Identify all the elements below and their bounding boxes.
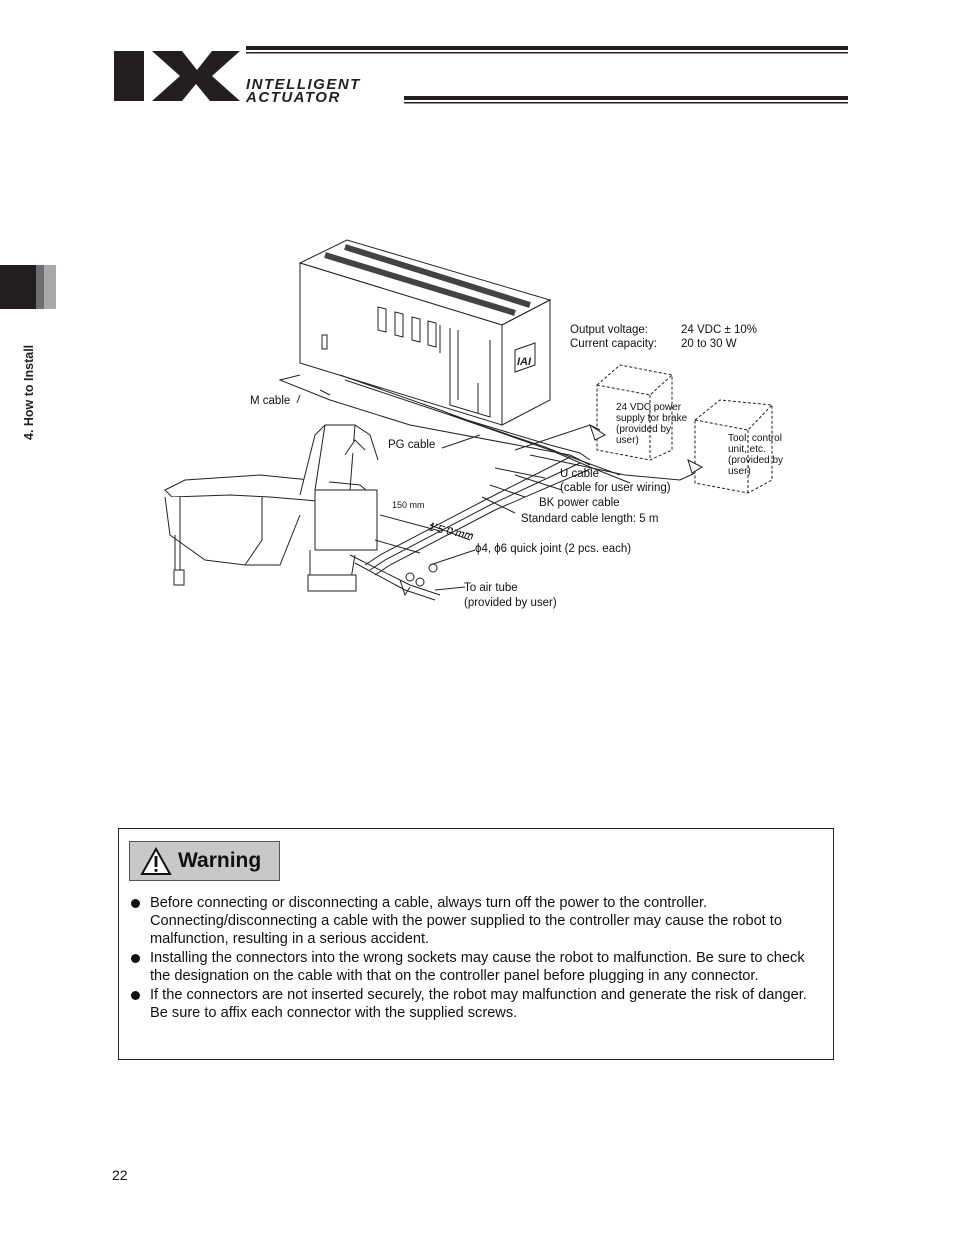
- tool-control-label: Tool, control unit, etc. (provided by user): [728, 433, 784, 477]
- warning-item-text: If the connectors are not inserted securely, the robot may malfunction and generate the risk of danger. Be sure to affix each connector with the supplied screws.: [150, 987, 807, 1021]
- logo-line-1: INTELLIGENT: [246, 76, 361, 93]
- brake-supply-label: 24 VDC power supply for brake (provided by user): [616, 402, 688, 446]
- warning-item: [127, 986, 827, 1022]
- warning-item: [127, 894, 827, 948]
- controller-brand-label: IAI: [517, 356, 532, 368]
- bullet-icon: [131, 991, 140, 1000]
- warning-item: [127, 949, 827, 985]
- diagram-drawing: [150, 235, 800, 620]
- output-voltage-label: Output voltage:: [570, 324, 648, 336]
- air-tube-label-1: To air tube: [464, 582, 518, 594]
- warning-header: [129, 841, 280, 881]
- warning-list: [127, 894, 827, 1023]
- page-number: 22: [112, 1167, 128, 1183]
- warning-title: Warning: [178, 849, 262, 872]
- u-cable-label: U cable: [560, 468, 599, 480]
- bk-cable-label: BK power cable: [539, 497, 620, 509]
- dimension-150-a: 150 mm: [392, 500, 425, 510]
- chapter-tab: [0, 265, 56, 309]
- scara-robot: [165, 425, 378, 591]
- chapter-label: 4. How to Install: [22, 344, 36, 440]
- connection-diagram: [150, 235, 800, 620]
- header-logo: [112, 46, 852, 106]
- warning-item-text: Installing the connectors into the wrong sockets may cause the robot to malfunction. Be sure to check the designation on the cable with that on the controller panel before plugging in any connector.: [150, 950, 805, 984]
- warning-item-text: Before connecting or disconnecting a cable, always turn off the power to the controller. Connecting/disconnecting a cable with the power supplied to the controller may cause the robot to malfunction, resulting in a serious accident.: [150, 895, 782, 947]
- warning-box: [118, 828, 834, 1060]
- dimension-150-b: 1 5 0 mm: [427, 521, 475, 543]
- cable-length-label: Standard cable length: 5 m: [521, 513, 659, 525]
- u-cable-note: (cable for user wiring): [560, 482, 671, 494]
- logo-line-2: ACTUATOR: [246, 89, 341, 106]
- current-capacity-label: Current capacity:: [570, 338, 657, 350]
- controller-unit: [300, 240, 550, 425]
- bullet-icon: [131, 954, 140, 963]
- current-capacity-value: 20 to 30 W: [681, 338, 737, 350]
- output-voltage-value: 24 VDC ± 10%: [681, 324, 757, 336]
- m-cable-label: M cable: [250, 395, 291, 407]
- warning-triangle-icon: [140, 847, 172, 876]
- logo-wordmark: [246, 78, 361, 104]
- bullet-icon: [131, 899, 140, 908]
- chapter-tab-graphic: [0, 265, 56, 309]
- quick-joint-label: ϕ4, ϕ6 quick joint (2 pcs. each): [475, 543, 632, 555]
- ix-logo-mark: [112, 46, 852, 106]
- air-tube-label-2: (provided by user): [464, 597, 557, 609]
- pg-cable-label: PG cable: [388, 439, 436, 451]
